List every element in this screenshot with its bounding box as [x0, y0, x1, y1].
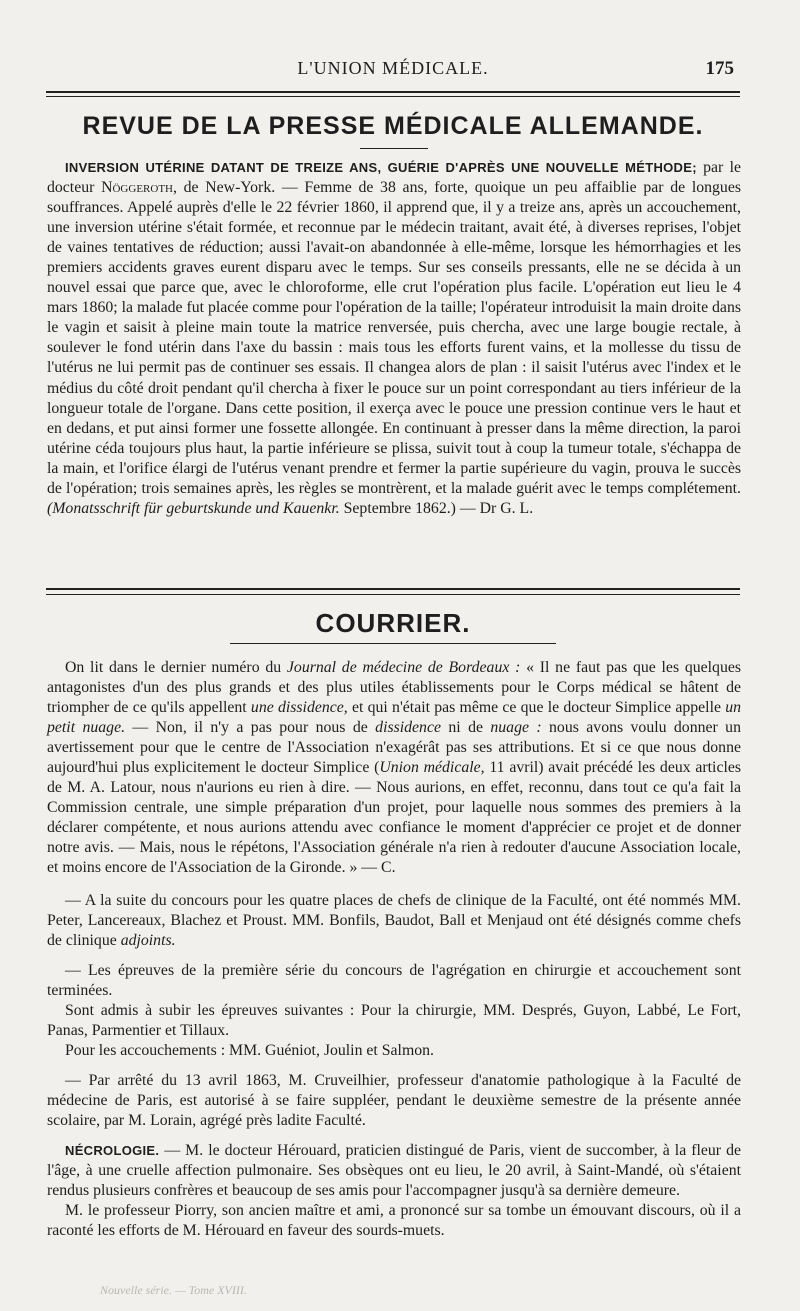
courrier-paragraph: — A la suite du concours pour les quatre places de chefs de clinique de la Faculté, ont été nommés MM. Peter, Lancereaux, Blachez et Proust. MM. Bonfils, Baudot, Ball et Menjaud ont été désignés comme chefs de clinique adjoints. — [47, 891, 741, 949]
header-rule — [46, 91, 740, 93]
courrier-divider — [230, 643, 556, 644]
courrier-paragraph: M. le professeur Piorry, son ancien maître et ami, a prononcé sur sa tombe un émouvant discours, où il a raconté les efforts de M. Hérouard en faveur des sourds-muets. — [47, 1202, 741, 1240]
source-citation: (Monatsschrift für geburtskunde und Kauenkr. — [47, 499, 340, 517]
author-name: Nöggeroth — [101, 179, 173, 197]
courrier-paragraph: Sont admis à subir les épreuves suivantes : Pour la chirurgie, MM. Després, Guyon, Labbé, Le Fort, Panas, Parmentier et Tillaux. — [47, 1001, 741, 1039]
courrier-paragraph: — Les épreuves de la première série du concours de l'agrégation en chirurgie et accouchement sont terminées. — [47, 961, 741, 999]
revue-title: REVUE DE LA PRESSE MÉDICALE ALLEMANDE. — [82, 112, 704, 140]
revue-article — [47, 158, 741, 519]
article-signature: Septembre 1862.) — Dr G. L. — [339, 499, 534, 517]
courrier-paragraph: NÉCROLOGIE. — M. le docteur Hérouard, praticien distingué de Paris, vient de succomber, à la fleur de l'âge, à une cruelle affection pulmonaire. Ses obsèques ont eu lieu, le 20 avril, à Saint-Mandé, où s'étaient rendus plusieurs confrères et beaucoup de ses amis pour l'accompagner jusqu'à sa dernière demeure. — [47, 1142, 741, 1200]
section-rule-thin — [46, 594, 740, 595]
courrier-column — [47, 658, 741, 1241]
header-rule-thin — [46, 96, 740, 97]
revue-paragraph: INVERSION UTÉRINE DATANT DE TREIZE ANS, GUÉRIE D'APRÈS UNE NOUVELLE MÉTHODE; par le docteur Nöggeroth, de New-York. — Femme de 38 ans, forte, quoique un peu affaiblie par de longues souffrances. Appelé auprès d'elle le 22 février 1860, il apprend que, il y a treize ans, après un accouchement, une inversion utérine s'était formée, et reconnue par le médecin traitant, avait été, à diverses reprises, l'objet de vaines tentatives de réduction; aussi l'avait-on abandonnée à elle-même, lorsque les hémorrhagies et les premiers accidents graves eurent disparu avec le temps. Sur ses conseils pressants, elle ne se décida à un nouvel essai que parce que, avec le chloroforme, elle crut l'opération plus facile. L'opération eut lieu le 4 mars 1860; la malade fut placée comme pour l'opération de la taille; l'opérateur introduisit la main droite dans le vagin et saisit à pleine main toute la matrice renversée, puis chercha, avec une large bougie rectale, à soulever le fond utérin dans l'axe du bassin : mais tous les efforts furent vains, et la mollesse du tissu de l'utérus ne lui permit pas de continuer ses essais. Il changea alors de plan : il saisit l'utérus avec l'index et le médius du côté droit pendant qu'il chercha à fixer le pouce sur un point correspondant au tiers inférieur de la longueur totale de l'organe. Dans cette position, il exerça avec le pouce une pression continue vers le haut et en dedans, et put ainsi former une fossette allongée. En continuant à presser dans la même direction, la paroi utérine céda toujours plus haut, la partie inférieure se plissa, suivit tout à coup la tumeur totale, s'échappa de la main, et l'orifice élargi de l'utérus venant prendre et fermer la partie supérieure du vagin, prouva le succès de l'opération; trois semaines après, les règles se montrèrent, et la malade guérit avec le temps complétement. (Monatsschrift für geburtskunde und Kauenkr. Septembre 1862.) — Dr G. L. — [47, 159, 741, 517]
section-rule — [46, 588, 740, 590]
running-title: L'UNION MÉDICALE. — [297, 58, 489, 78]
courrier-paragraph: Pour les accouchements : MM. Guéniot, Joulin et Salmon. — [65, 1041, 434, 1059]
courrier-paragraph: On lit dans le dernier numéro du Journal de médecine de Bordeaux : « Il ne faut pas que les quelques antagonistes d'un des plus grands et des plus utiles établissements pour le Corps médical se hâtent de triompher de ce qu'ils appellent une dissidence, et qui n'était pas même ce que le docteur Simplice appelle un petit nuage. — Non, il n'y a pas pour nous de dissidence ni de nuage : nous avons voulu donner un avertissement pour que le centre de l'Association n'exagérât pas ses attributions. Et si ce que nous donne aujourd'hui plus explicitement le docteur Simplice (Union médicale, 11 avril) avait précédé les deux articles de M. A. Latour, nous n'aurions eu rien à dire. — Nous aurions, en effet, reconnu, dans tout ce qu'a fait la Commission centrale, une simple préparation d'un projet, pour laquelle nous sommes des premiers à la déclarer compétente, et nous aurions attendu avec confiance le moment d'apprécier ce projet et de donner notre avis. — Mais, nous le répétons, l'Association générale n'a rien à redouter d'aucune Association locale, et moins encore de l'Association de la Gironde. » — C. — [47, 659, 742, 877]
necrologie-rubric: NÉCROLOGIE. — [65, 1143, 160, 1159]
courrier-paragraph: — Par arrêté du 13 avril 1863, M. Cruveilhier, professeur d'anatomie pathologique à la Faculté de médecine de Paris, est autorisé à se faire suppléer, pendant le deuxième semestre de la présente année scolaire, par M. Lorain, agrégé près ladite Faculté. — [47, 1071, 741, 1129]
title-divider — [360, 148, 428, 149]
running-head — [48, 58, 738, 84]
page-number: 175 — [705, 58, 734, 79]
revue-rubric: INVERSION UTÉRINE DATANT DE TREIZE ANS, GUÉRIE D'APRÈS UNE NOUVELLE MÉTHODE; — [65, 160, 697, 175]
courrier-title: COURRIER. — [315, 608, 471, 638]
footer-bleedthrough: Nouvelle série. — Tome XVIII. — [100, 1283, 247, 1297]
